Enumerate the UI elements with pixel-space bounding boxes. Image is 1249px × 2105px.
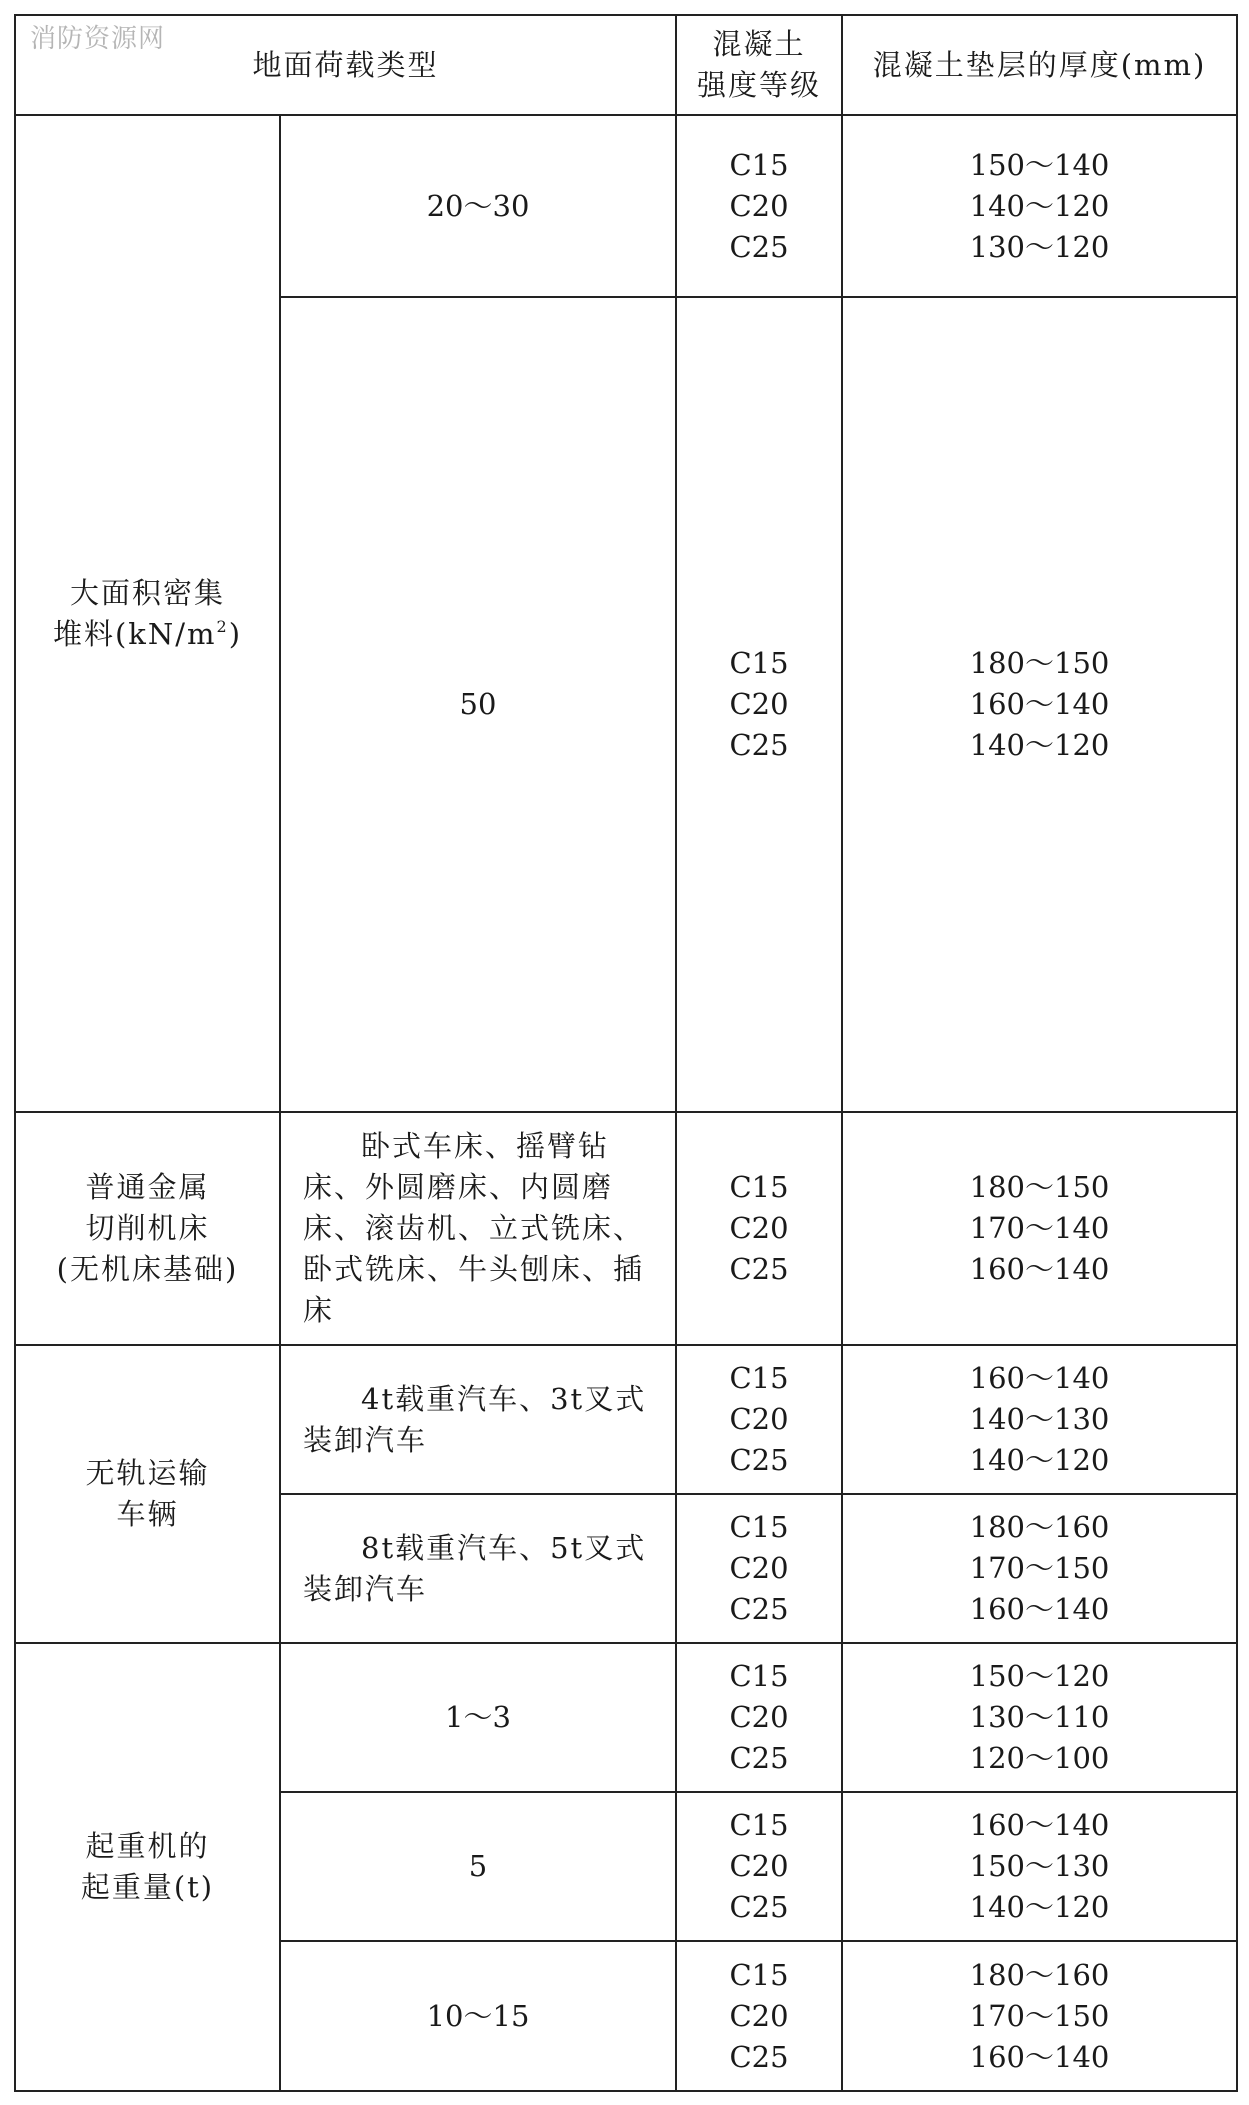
grade-value: C15 — [729, 147, 789, 182]
thickness-value: 170～150 — [969, 1998, 1110, 2033]
category-line: (无机床基础) — [56, 1252, 239, 1286]
grade-cell — [676, 115, 842, 297]
grade-value: C25 — [729, 728, 789, 762]
thickness-value: 170～140 — [969, 1211, 1110, 1245]
category-line: 起重机的 — [85, 1829, 210, 1863]
thickness-cell — [842, 1941, 1237, 2091]
grade-value: C15 — [729, 1170, 789, 1204]
grade-cell — [676, 1345, 842, 1494]
grade-cell — [676, 1792, 842, 1941]
grade-value: C20 — [729, 1211, 789, 1245]
thickness-value: 140～120 — [969, 188, 1110, 223]
load-text: 卧式车床、摇臂钻床、外圆磨床、内圆磨床、滚齿机、立式铣床、卧式铣床、牛头刨床、插床 — [303, 1129, 645, 1327]
category-line: 起重量(t) — [80, 1870, 215, 1904]
grade-cell — [676, 1112, 842, 1345]
thickness-value: 180～160 — [969, 1957, 1110, 1992]
grade-value: C20 — [729, 1849, 789, 1883]
category-cell — [15, 1643, 280, 2091]
thickness-cell — [842, 1112, 1237, 1345]
grade-value: C15 — [729, 1957, 789, 1992]
thickness-cell — [842, 115, 1237, 297]
load-text: 8t载重汽车、5t叉式装卸汽车 — [303, 1530, 647, 1606]
grade-value: C15 — [729, 1510, 789, 1544]
load-thickness-table — [14, 14, 1238, 2092]
category-line: 堆料$(kN/m^2)$ — [52, 616, 243, 651]
grade-cell — [676, 1643, 842, 1792]
category-line: 切削机床 — [85, 1211, 210, 1245]
grade-value: C15 — [729, 646, 789, 680]
load-cell: 10～15 — [280, 1941, 676, 2091]
table-row — [15, 1112, 1237, 1345]
grade-value: C25 — [729, 1443, 789, 1477]
load-cell — [280, 1494, 676, 1643]
table-row — [15, 1643, 1237, 1792]
header-thickness: 混凝土垫层的厚度(mm) — [842, 15, 1237, 115]
thickness-cell — [842, 1643, 1237, 1792]
grade-value: C20 — [729, 687, 789, 721]
table-row — [15, 1345, 1237, 1494]
grade-value: C25 — [729, 1252, 789, 1286]
load-cell: 5 — [280, 1792, 676, 1941]
thickness-cell — [842, 1494, 1237, 1643]
load-cell: 1～3 — [280, 1643, 676, 1792]
load-cell: 20～30 — [280, 115, 676, 297]
watermark: 消防资源网 — [30, 24, 166, 54]
grade-value: C15 — [729, 1361, 789, 1395]
thickness-value: 150～120 — [969, 1659, 1110, 1693]
grade-value: C25 — [729, 1592, 789, 1626]
load-cell — [280, 1112, 676, 1345]
thickness-value: 160～140 — [969, 1252, 1110, 1286]
thickness-value: 180～160 — [969, 1510, 1110, 1544]
grade-value: C15 — [729, 1808, 789, 1842]
header-row — [15, 15, 1237, 115]
thickness-value: 180～150 — [969, 646, 1110, 680]
grade-value: C20 — [729, 188, 789, 223]
thickness-value: 160～140 — [969, 1361, 1110, 1395]
thickness-value: 140～120 — [969, 728, 1110, 762]
load-cell: 50 — [280, 297, 676, 1112]
thickness-cell — [842, 1345, 1237, 1494]
thickness-value: 120～100 — [969, 1741, 1110, 1775]
grade-value: C25 — [729, 229, 789, 264]
grade-cell — [676, 1941, 842, 2091]
header-grade — [676, 15, 842, 115]
grade-value: C25 — [729, 1890, 789, 1924]
thickness-value: 140～120 — [969, 1443, 1110, 1477]
thickness-value: 130～110 — [969, 1700, 1110, 1734]
grade-value: C15 — [729, 1659, 789, 1693]
category-line: 普通金属 — [85, 1170, 210, 1204]
category-cell — [15, 1112, 280, 1345]
table-row — [15, 115, 1237, 297]
thickness-value: 160～140 — [969, 1808, 1110, 1842]
thickness-value: 140～120 — [969, 1890, 1110, 1924]
thickness-value: 170～150 — [969, 1551, 1110, 1585]
grade-value: C25 — [729, 1741, 789, 1775]
grade-value: C20 — [729, 1402, 789, 1436]
thickness-cell — [842, 297, 1237, 1112]
grade-value: C20 — [729, 1998, 789, 2033]
load-cell — [280, 1345, 676, 1494]
grade-value: C20 — [729, 1551, 789, 1585]
thickness-value: 140～130 — [969, 1402, 1110, 1436]
grade-value: C25 — [729, 2039, 789, 2074]
grade-cell — [676, 297, 842, 1112]
thickness-value: 160～140 — [969, 2039, 1110, 2074]
category-line: 无轨运输 — [85, 1456, 210, 1490]
category-cell — [15, 115, 280, 1112]
thickness-value: 180～150 — [969, 1170, 1110, 1204]
header-grade-line: 强度等级 — [697, 68, 822, 102]
category-line: 车辆 — [116, 1497, 179, 1531]
thickness-value: 150～130 — [969, 1849, 1110, 1883]
thickness-value: 150～140 — [969, 147, 1110, 182]
category-line: 大面积密集 — [69, 575, 225, 610]
category-cell — [15, 1345, 280, 1643]
thickness-cell — [842, 1792, 1237, 1941]
header-load-type: 地面荷载类型 — [15, 15, 676, 115]
thickness-value: 130～120 — [969, 229, 1110, 264]
thickness-value: 160～140 — [969, 1592, 1110, 1626]
load-text: 4t载重汽车、3t叉式装卸汽车 — [303, 1381, 647, 1457]
thickness-value: 160～140 — [969, 687, 1110, 721]
header-grade-line: 混凝土 — [712, 27, 806, 61]
grade-cell — [676, 1494, 842, 1643]
grade-value: C20 — [729, 1700, 789, 1734]
